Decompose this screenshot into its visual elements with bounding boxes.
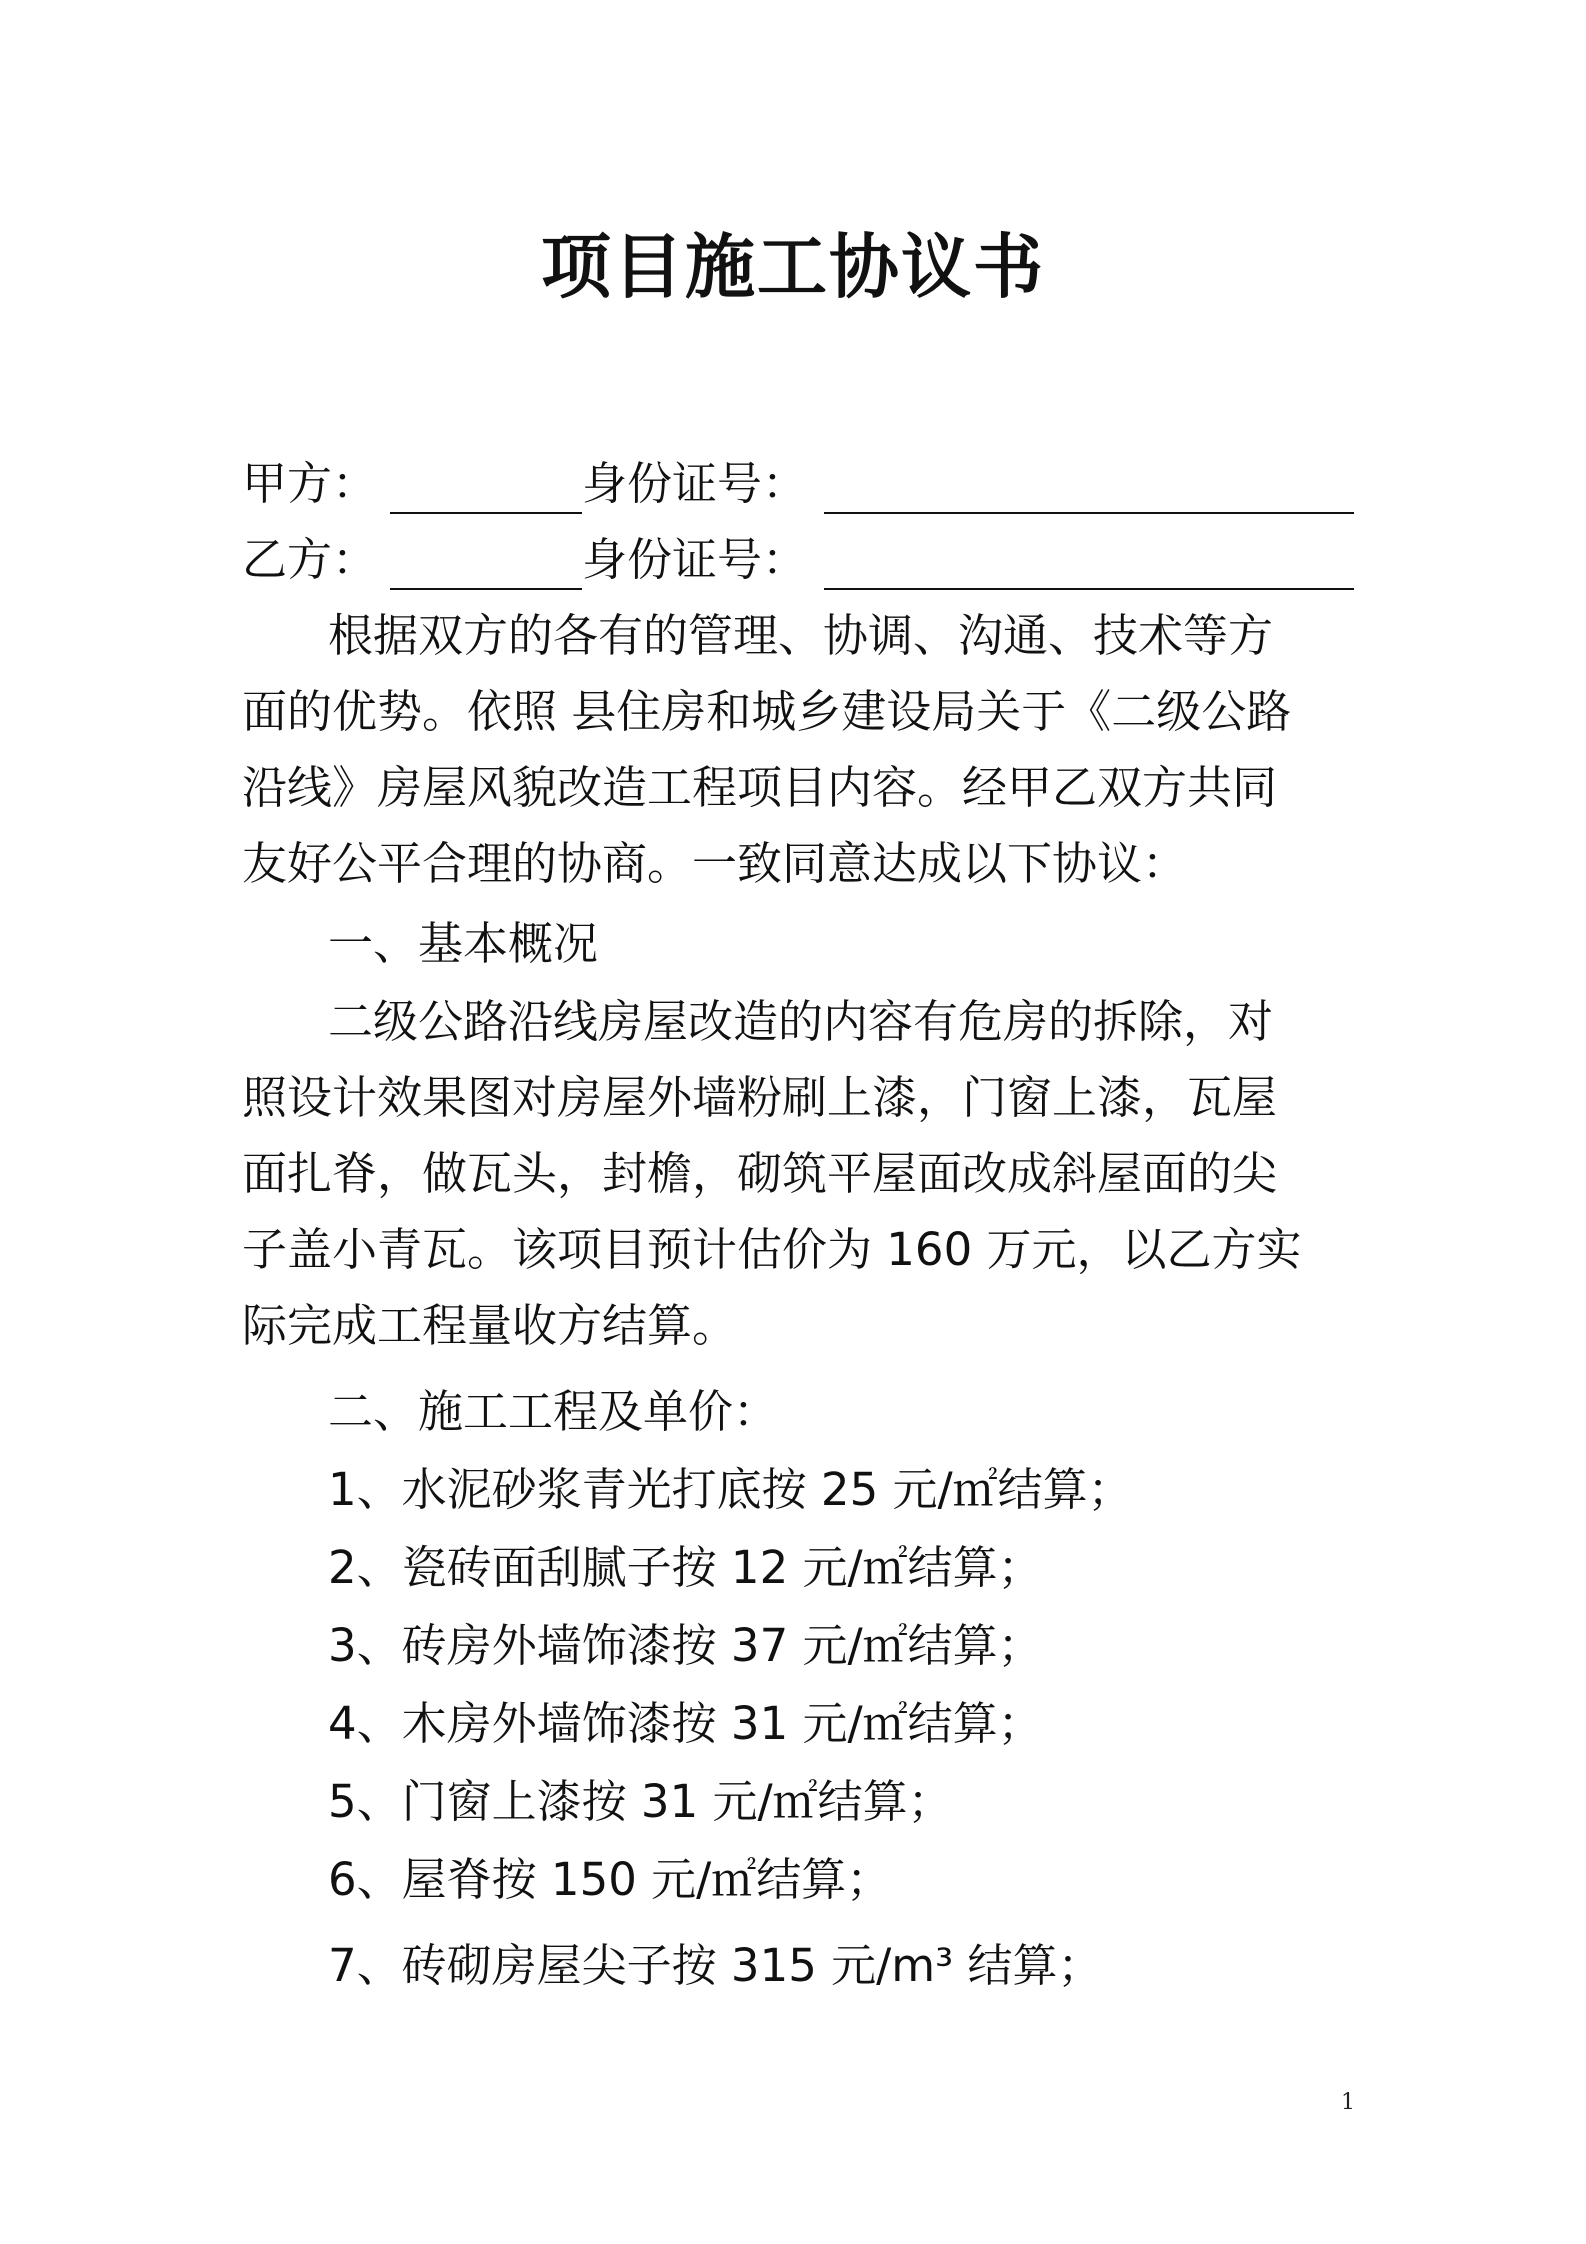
section-1-line: 际完成工程量收方结算。 bbox=[242, 1299, 738, 1352]
section-1-line: 照设计效果图对房屋外墙粉刷上漆，门窗上漆，瓦屋 bbox=[242, 1071, 1278, 1124]
intro-line: 根据双方的各有的管理、协调、沟通、技术等方 bbox=[328, 609, 1274, 662]
price-item: 7、砖砌房屋尖子按 315 元/m³ 结算； bbox=[328, 1939, 1103, 1992]
intro-line: 友好公平合理的协商。一致同意达成以下协议： bbox=[242, 837, 1188, 890]
intro-line: 面的优势。依照 县住房和城乡建设局关于《二级公路 bbox=[242, 685, 1292, 738]
section-1-line: 面扎脊，做瓦头，封檐，砌筑平屋面改成斜屋面的尖 bbox=[242, 1147, 1278, 1200]
section-1-line: 二级公路沿线房屋改造的内容有危房的拆除，对 bbox=[328, 995, 1274, 1048]
intro-line: 沿线》房屋风貌改造工程项目内容。经甲乙双方共同 bbox=[242, 761, 1278, 814]
party-b-row bbox=[242, 522, 1352, 598]
party-b-label: 乙方： bbox=[242, 533, 378, 586]
price-item: 5、门窗上漆按 31 元/㎡结算； bbox=[328, 1775, 953, 1828]
section-1-heading: 一、基本概况 bbox=[328, 917, 599, 970]
price-item: 1、水泥砂浆青光打底按 25 元/㎡结算； bbox=[328, 1463, 1133, 1516]
party-b-id-blank[interactable] bbox=[824, 588, 1354, 590]
price-item: 4、木房外墙饰漆按 31 元/㎡结算； bbox=[328, 1697, 1043, 1750]
section-1-line: 子盖小青瓦。该项目预计估价为 160 万元，以乙方实 bbox=[242, 1223, 1302, 1276]
party-a-id-label: 身份证号： bbox=[582, 457, 808, 510]
price-item: 3、砖房外墙饰漆按 37 元/㎡结算； bbox=[328, 1619, 1043, 1672]
document-title: 项目施工协议书 bbox=[541, 226, 1045, 308]
section-2-heading: 二、施工工程及单价： bbox=[328, 1385, 779, 1438]
price-item: 6、屋脊按 150 元/㎡结算； bbox=[328, 1853, 892, 1906]
party-b-id-label: 身份证号： bbox=[582, 533, 808, 586]
party-a-name-blank[interactable] bbox=[390, 512, 582, 514]
page-number: 1 bbox=[1341, 2090, 1355, 2115]
party-a-row bbox=[242, 446, 1352, 522]
party-a-id-blank[interactable] bbox=[824, 512, 1354, 514]
party-a-label: 甲方： bbox=[242, 457, 378, 510]
price-item: 2、瓷砖面刮腻子按 12 元/㎡结算； bbox=[328, 1541, 1043, 1594]
party-b-name-blank[interactable] bbox=[390, 588, 582, 590]
